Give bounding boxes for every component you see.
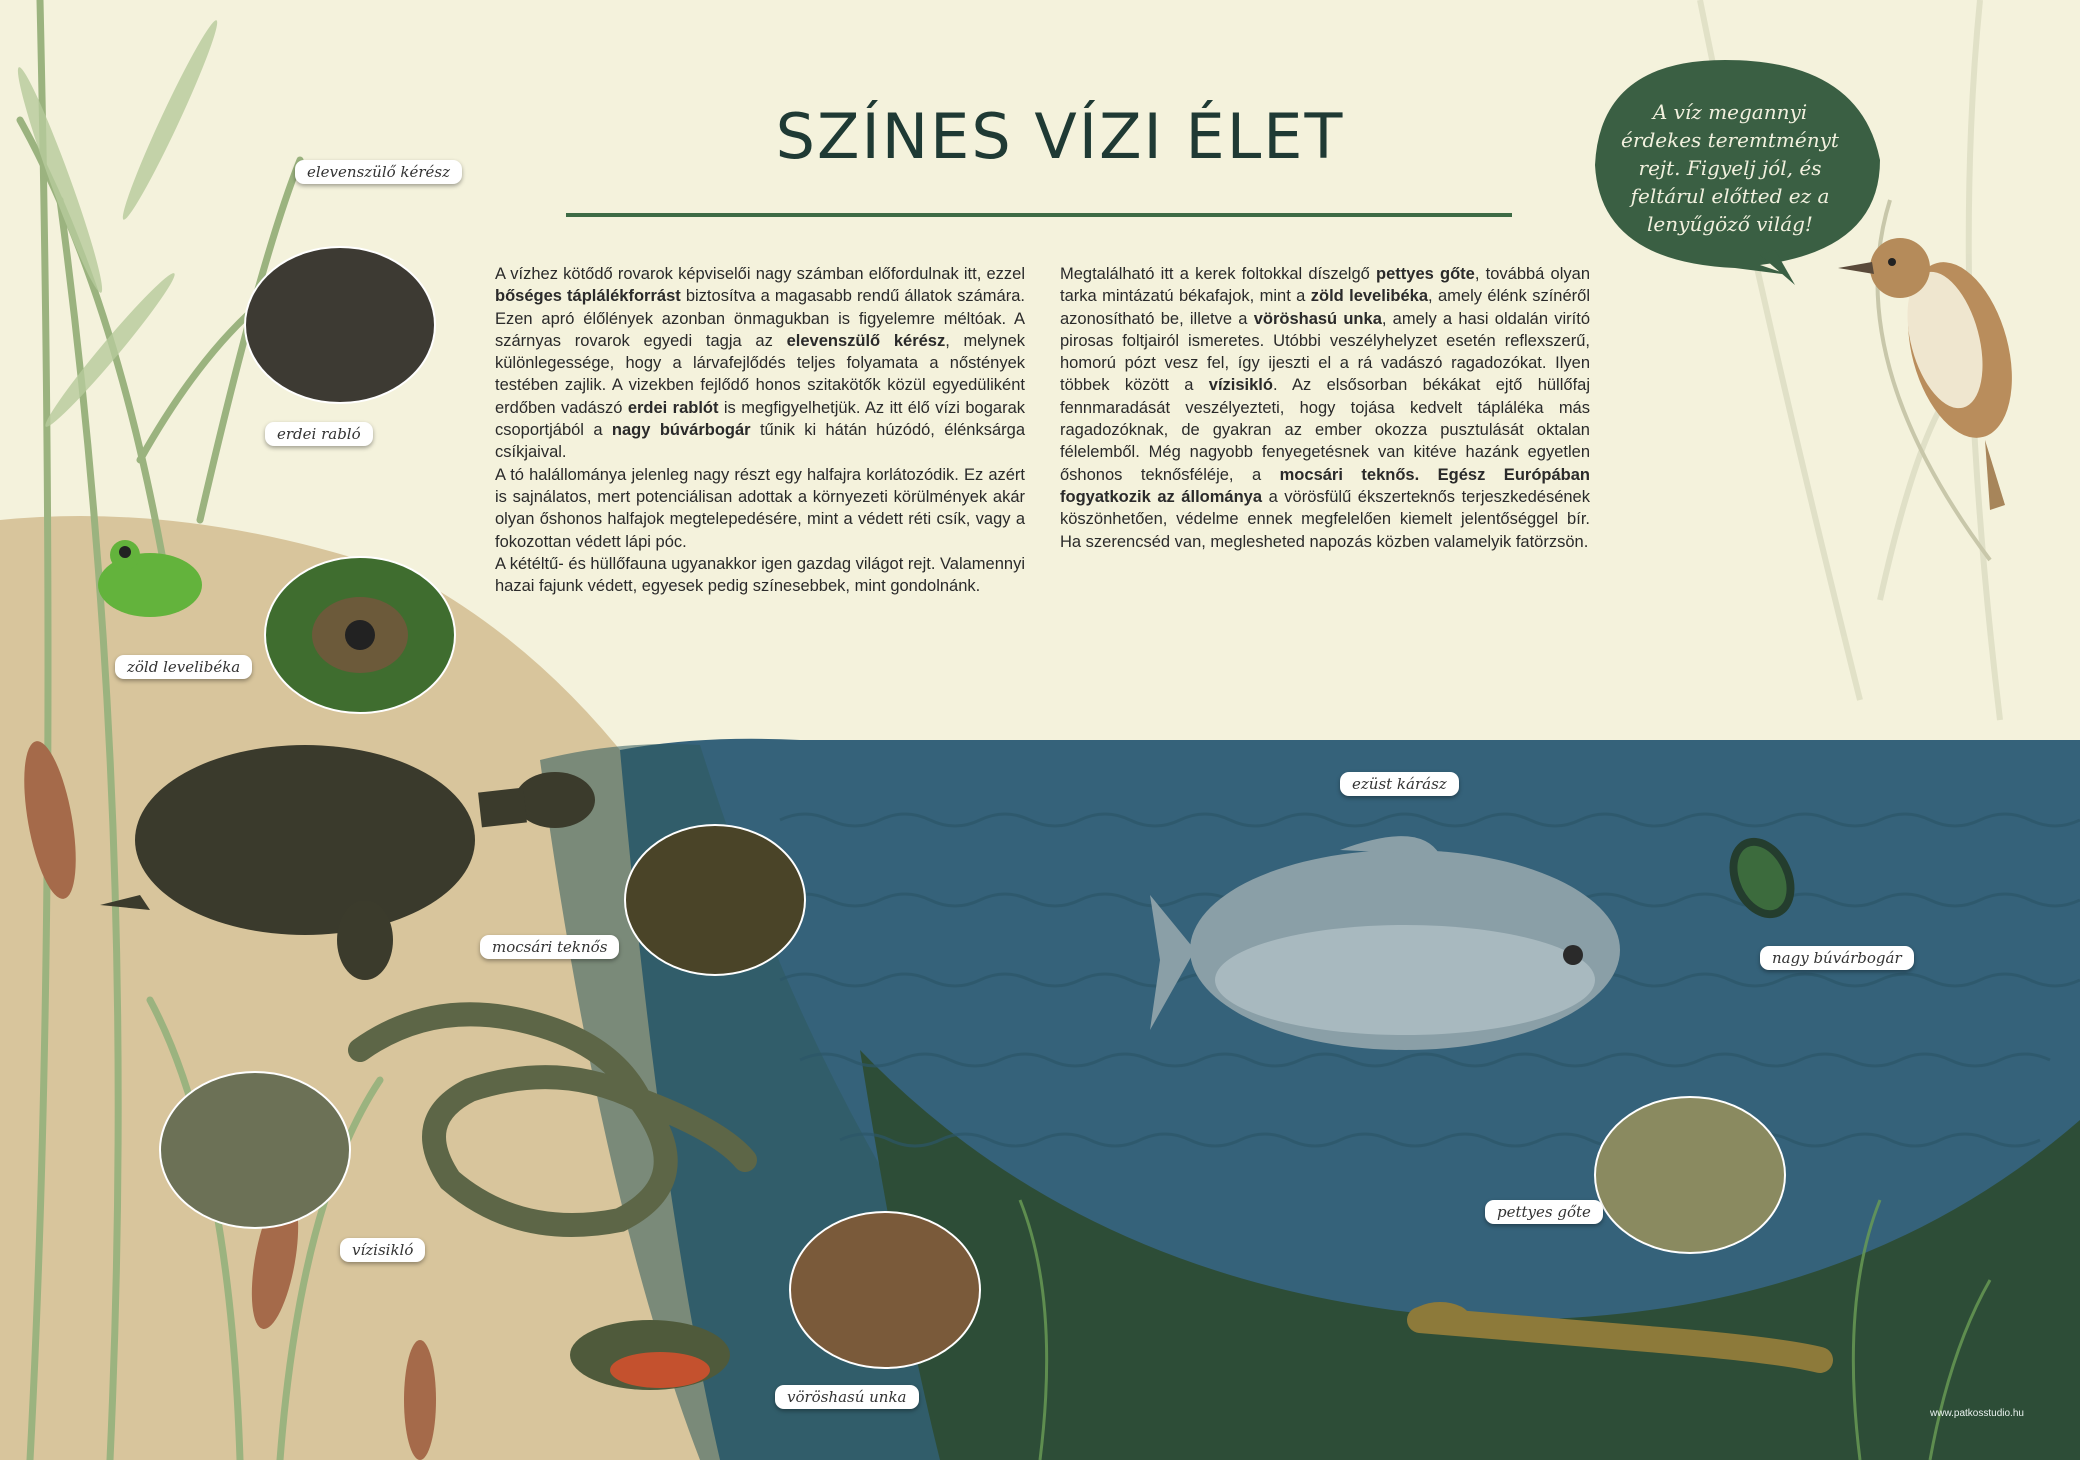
title-divider <box>566 213 1512 217</box>
text-column-left <box>495 263 1025 597</box>
label-vizisiklo: vízisikló <box>340 1238 425 1262</box>
label-erdei-rablo: erdei rabló <box>265 422 373 446</box>
label-ezust-karasz: ezüst kárász <box>1340 772 1459 796</box>
fire-bellied-toad-illustration <box>570 1320 730 1390</box>
label-voroshasu-unka: vöröshasú unka <box>775 1385 919 1409</box>
label-mocsari-teknos: mocsári teknős <box>480 935 619 959</box>
body-paragraph: Megtalálható itt a kerek foltokkal díszelgő pettyes gőte, továbbá olyan tarka mintázatú békafajok, mint a zöld levelibéka, amely élénk színéről azonosítható be, illetve a vöröshasú unka, amely a hasi oldalán virító pirosas foltjairól ismeretes. Utóbbi veszélyhelyzet esetén reflexszerű, homorú pózt vesz fel, így ijeszti el a rá vadászó ragadozókat. Ilyen többek között a vízisikló. Az elsősorban békákat ejtő hüllőfaj fennmaradását veszélyezteti, hogy tojása kedvelt tápláléka más ragadozóknak, de gyakran az ember okozza pusztulását oktalan félelemből. Még nagyobb fenyegetésnek van kitéve hazánk egyetlen őshonos teknősféléje, a mocsári teknős. Egész Európában fogyatkozik az állománya a vörösfülű ékszerteknős terjeszkedésének köszönhetően, védelme ennek megfelelően kiemelt jelentőséggel bír. Ha szerencséd van, meglesheted napozás közben valamelyik fatörzsön. <box>1060 265 1591 551</box>
label-nagy-buvarbogar: nagy búvárbogár <box>1760 946 1914 970</box>
speech-bubble-text: A víz megannyi érdekes teremtményt rejt. Figyelj jól, és feltárul előtted ez a lenyűgöző világ! <box>1621 100 1839 236</box>
body-paragraph: A kétéltű- és hüllőfauna ugyanakkor igen gazdag világot rejt. Valamennyi hazai fajunk védett, egyesek pedig színesebbek, mint gondolnánk. <box>495 554 1025 596</box>
body-paragraph: A tó halállománya jelenleg nagy részt egy halfajra korlátozódik. Ez azért is sajnálatos, mert potenciálisan adottak a környezeti körülmények akár olyan őshonos halfajok megtelepedésére, mint a védett réti csík, vagy a fokozottan védett lápi póc. <box>495 465 1025 551</box>
studio-credit: www.patkosstudio.hu <box>1930 1408 2024 1419</box>
body-paragraph: A vízhez kötődő rovarok képviselői nagy számban előfordulnak itt, ezzel bőséges táplálékforrást biztosítva a magasabb rendű állatok számára. Ezen apró élőlények azonban önmagukban is figyelemre méltóak. A szárnyas rovarok egyedi tagja az elevenszülő kérész, melynek különlegessége, hogy a lárvafejlődés teljes folyamata a nőstények testében zajlik. A vizekben fejlődő honos szitakötők közül egyedüliként erdőben vadászó erdei rablót is megfigyelhetjük. Az itt élő vízi bogarak csoportjából a nagy búvárbogár tűnik ki hátán húzódó, élénksárga csíkjaival. <box>495 265 1025 462</box>
label-elevenszulo-keresz: elevenszülő kérész <box>295 160 462 184</box>
text-column-right <box>1060 263 1590 553</box>
page-title: SZÍNES VÍZI ÉLET <box>775 100 1345 173</box>
label-pettyes-gote: pettyes gőte <box>1485 1200 1603 1224</box>
label-zold-levelibeka: zöld levelibéka <box>115 655 252 679</box>
